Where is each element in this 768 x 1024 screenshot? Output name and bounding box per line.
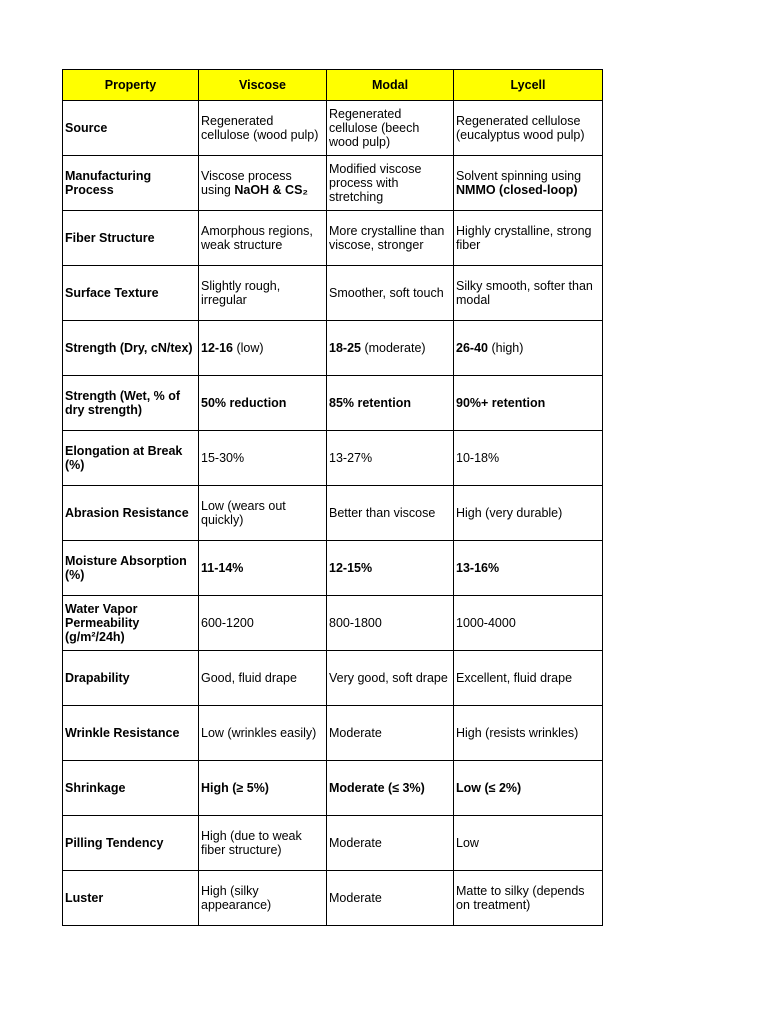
lyocell-cell bbox=[454, 486, 603, 541]
table-row bbox=[63, 486, 603, 541]
cell-text: 600-1200 bbox=[201, 616, 254, 630]
lyocell-cell bbox=[454, 761, 603, 816]
lyocell-cell bbox=[454, 596, 603, 651]
property-cell: Luster bbox=[63, 871, 199, 926]
lyocell-cell bbox=[454, 156, 603, 211]
table-row bbox=[63, 266, 603, 321]
lyocell-cell bbox=[454, 376, 603, 431]
lyocell-cell bbox=[454, 541, 603, 596]
viscose-cell bbox=[199, 541, 327, 596]
lyocell-cell bbox=[454, 871, 603, 926]
table-row bbox=[63, 156, 603, 211]
header-cell-lyocell: Lycell bbox=[454, 70, 603, 101]
cell-text: (low) bbox=[232, 341, 264, 355]
cell-text: Highly crystalline, strong fiber bbox=[456, 224, 592, 252]
viscose-cell bbox=[199, 761, 327, 816]
modal-cell bbox=[327, 596, 454, 651]
lyocell-cell bbox=[454, 266, 603, 321]
property-cell: Wrinkle Resistance bbox=[63, 706, 199, 761]
viscose-cell bbox=[199, 376, 327, 431]
header-cell-property: Property bbox=[63, 70, 199, 101]
modal-cell bbox=[327, 321, 454, 376]
viscose-cell bbox=[199, 156, 327, 211]
cell-text: Moderate bbox=[329, 836, 382, 850]
cell-text: NMMO (closed-loop) bbox=[456, 183, 578, 197]
table-body bbox=[63, 101, 603, 926]
table-row bbox=[63, 871, 603, 926]
cell-text: 12-15% bbox=[329, 561, 373, 575]
modal-cell bbox=[327, 211, 454, 266]
cell-text: High (≥ 5%) bbox=[201, 781, 269, 795]
cell-text: 10-18% bbox=[456, 451, 500, 465]
cell-text: Amorphous regions, weak structure bbox=[201, 224, 313, 252]
table-row bbox=[63, 321, 603, 376]
property-cell: Elongation at Break (%) bbox=[63, 431, 199, 486]
table-row bbox=[63, 651, 603, 706]
lyocell-cell bbox=[454, 211, 603, 266]
cell-text: More crystalline than viscose, stronger bbox=[329, 224, 445, 252]
modal-cell bbox=[327, 761, 454, 816]
cell-text: Low (wears out quickly) bbox=[201, 499, 286, 527]
table-row bbox=[63, 211, 603, 266]
header-row bbox=[63, 70, 603, 101]
cell-text: High (due to weak fiber structure) bbox=[201, 829, 302, 857]
modal-cell bbox=[327, 651, 454, 706]
cell-text: 800-1800 bbox=[329, 616, 382, 630]
cell-text: Solvent spinning using bbox=[456, 169, 582, 183]
property-cell: Drapability bbox=[63, 651, 199, 706]
modal-cell bbox=[327, 871, 454, 926]
property-cell: Strength (Dry, cN/tex) bbox=[63, 321, 199, 376]
viscose-cell bbox=[199, 101, 327, 156]
property-cell: Source bbox=[63, 101, 199, 156]
viscose-cell bbox=[199, 596, 327, 651]
table-row bbox=[63, 816, 603, 871]
modal-cell bbox=[327, 101, 454, 156]
lyocell-cell bbox=[454, 321, 603, 376]
property-cell: Strength (Wet, % of dry strength) bbox=[63, 376, 199, 431]
cell-text: Low (≤ 2%) bbox=[456, 781, 522, 795]
cell-text: Very good, soft drape bbox=[329, 671, 448, 685]
cell-text: Modified viscose process with stretching bbox=[329, 162, 422, 204]
property-cell: Abrasion Resistance bbox=[63, 486, 199, 541]
table-row bbox=[63, 431, 603, 486]
cell-text: Better than viscose bbox=[329, 506, 436, 520]
cell-text: Good, fluid drape bbox=[201, 671, 297, 685]
modal-cell bbox=[327, 816, 454, 871]
viscose-cell bbox=[199, 871, 327, 926]
viscose-cell bbox=[199, 706, 327, 761]
cell-text: Moderate bbox=[329, 891, 382, 905]
lyocell-cell bbox=[454, 431, 603, 486]
cell-text: Silky smooth, softer than modal bbox=[456, 279, 593, 307]
cell-text: Regenerated cellulose (beech wood pulp) bbox=[329, 107, 420, 149]
table-row bbox=[63, 706, 603, 761]
cell-text: Smoother, soft touch bbox=[329, 286, 444, 300]
lyocell-cell bbox=[454, 651, 603, 706]
cell-text: Slightly rough, irregular bbox=[201, 279, 281, 307]
table-row bbox=[63, 761, 603, 816]
cell-text: 11-14% bbox=[201, 561, 244, 575]
viscose-cell bbox=[199, 431, 327, 486]
cell-text: (high) bbox=[487, 341, 524, 355]
modal-cell bbox=[327, 486, 454, 541]
cell-text: 26-40 bbox=[456, 341, 488, 355]
cell-text: 85% retention bbox=[329, 396, 411, 410]
cell-text: 13-16% bbox=[456, 561, 500, 575]
viscose-cell bbox=[199, 816, 327, 871]
cell-text: 18-25 bbox=[329, 341, 361, 355]
header-cell-viscose: Viscose bbox=[199, 70, 327, 101]
cell-text: Regenerated cellulose (eucalyptus wood pulp) bbox=[456, 114, 585, 142]
cell-text: Viscose process using bbox=[201, 169, 292, 197]
lyocell-cell bbox=[454, 816, 603, 871]
comparison-table bbox=[62, 69, 603, 926]
lyocell-cell bbox=[454, 706, 603, 761]
property-cell: Fiber Structure bbox=[63, 211, 199, 266]
modal-cell bbox=[327, 156, 454, 211]
property-cell: Shrinkage bbox=[63, 761, 199, 816]
cell-text: Moderate (≤ 3%) bbox=[329, 781, 425, 795]
viscose-cell bbox=[199, 266, 327, 321]
cell-text: Matte to silky (depends on treatment) bbox=[456, 884, 585, 912]
modal-cell bbox=[327, 266, 454, 321]
cell-text: 15-30% bbox=[201, 451, 245, 465]
viscose-cell bbox=[199, 321, 327, 376]
modal-cell bbox=[327, 706, 454, 761]
property-cell: Water Vapor Permeability (g/m²/24h) bbox=[63, 596, 199, 651]
cell-text: High (very durable) bbox=[456, 506, 563, 520]
viscose-cell bbox=[199, 651, 327, 706]
viscose-cell bbox=[199, 486, 327, 541]
header-cell-modal: Modal bbox=[327, 70, 454, 101]
cell-text: Regenerated cellulose (wood pulp) bbox=[201, 114, 319, 142]
property-cell: Pilling Tendency bbox=[63, 816, 199, 871]
cell-text: (moderate) bbox=[360, 341, 426, 355]
modal-cell bbox=[327, 376, 454, 431]
cell-text: 13-27% bbox=[329, 451, 373, 465]
cell-text: Low bbox=[456, 836, 479, 850]
cell-text: High (resists wrinkles) bbox=[456, 726, 579, 740]
cell-text: Moderate bbox=[329, 726, 382, 740]
table-row bbox=[63, 596, 603, 651]
cell-text: 90%+ retention bbox=[456, 396, 546, 410]
cell-text: 50% reduction bbox=[201, 396, 287, 410]
property-cell: Moisture Absorption (%) bbox=[63, 541, 199, 596]
cell-text: Excellent, fluid drape bbox=[456, 671, 573, 685]
table-row bbox=[63, 376, 603, 431]
cell-text: 12-16 bbox=[201, 341, 233, 355]
cell-text: Low (wrinkles easily) bbox=[201, 726, 317, 740]
property-cell: Surface Texture bbox=[63, 266, 199, 321]
lyocell-cell bbox=[454, 101, 603, 156]
viscose-cell bbox=[199, 211, 327, 266]
cell-text: 1000-4000 bbox=[456, 616, 516, 630]
property-cell: Manufacturing Process bbox=[63, 156, 199, 211]
table-row bbox=[63, 101, 603, 156]
cell-text: NaOH & CS₂ bbox=[234, 183, 308, 197]
modal-cell bbox=[327, 431, 454, 486]
table-row bbox=[63, 541, 603, 596]
modal-cell bbox=[327, 541, 454, 596]
cell-text: High (silky appearance) bbox=[201, 884, 272, 912]
